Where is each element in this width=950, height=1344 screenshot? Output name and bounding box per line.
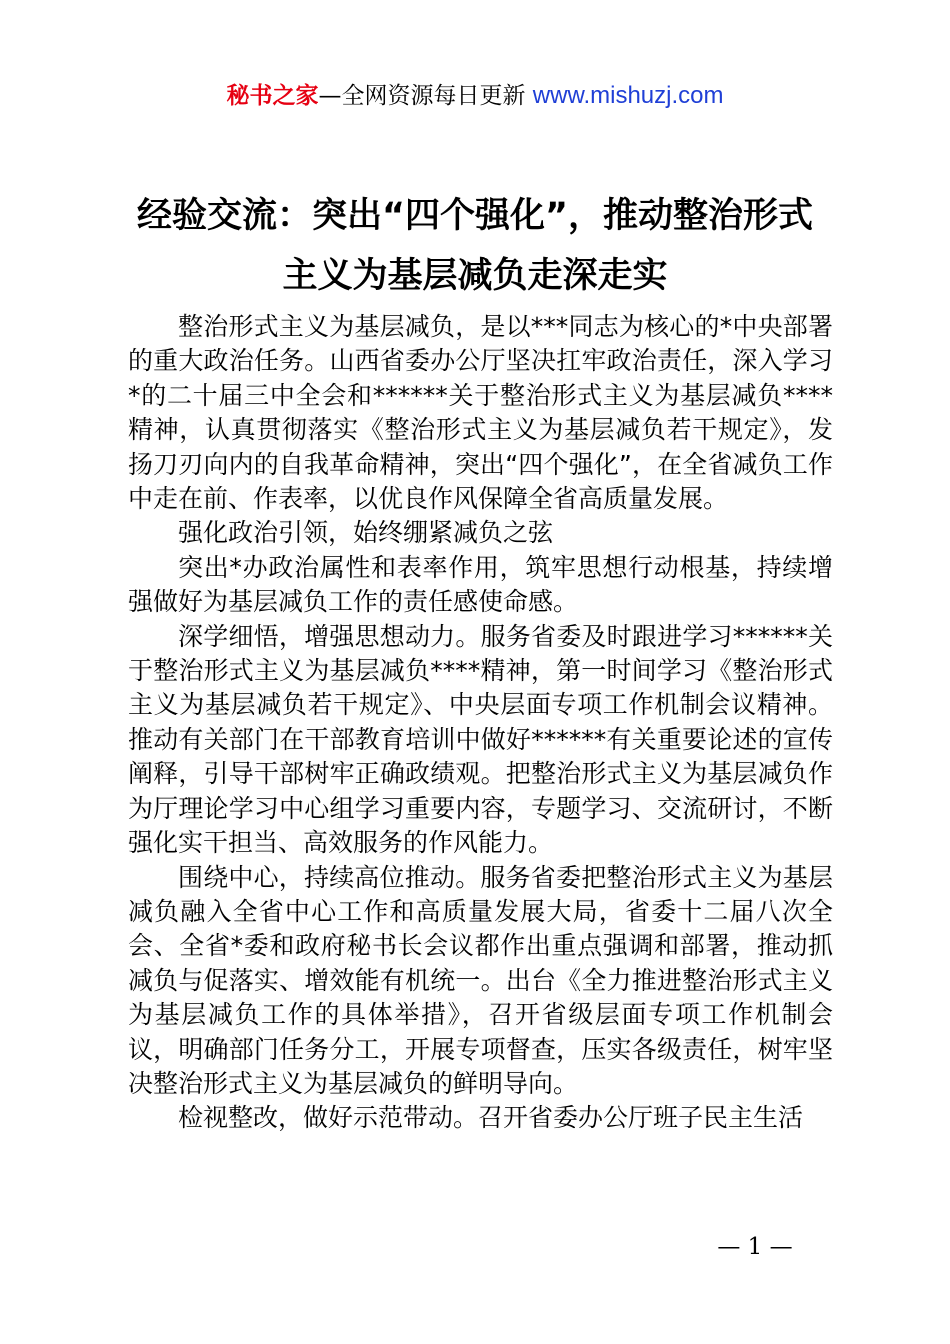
paragraph: 突出*办政治属性和表率作用，筑牢思想行动根基，持续增强做好为基层减负工作的责任感使命感。 (128, 552, 833, 617)
document-title: 经验交流：突出“四个强化”，推动整治形式主义为基层减负走深走实 (136, 196, 813, 296)
page-number: — 1 — (717, 1234, 793, 1260)
document-body (128, 310, 833, 1136)
paragraph-intro: 整治形式主义为基层减负，是以***同志为核心的*中央部署的重大政治任务。山西省委办公厅坚决扛牢政治责任，深入学习*的二十届三中全会和******关于整治形式主义为基层减负****精神，认真贯彻落实《整治形式主义为基层减负若干规定》，发扬刀刃向内的自我革命精神，突出“四个强化”，在全省减负工作中走在前、作表率，以优良作风保障全省高质量发展。 (128, 312, 833, 514)
paragraph: 围绕中心，持续高位推动。服务省委把整治形式主义为基层减负融入全省中心工作和高质量发展大局，省委十二届八次全会、全省*委和政府秘书长会议都作出重点强调和部署，推动抓减负与促落实、增效能有机统一。出台《全力推进整治形式主义为基层减负工作的具体举措》，召开省级层面专项工作机制会议，明确部门任务分工，开展专项督查，压实各级责任，树牢坚决整治形式主义为基层减负的鲜明导向。 (128, 862, 833, 1098)
section-heading: 强化政治引领，始终绷紧减负之弦 (178, 518, 554, 548)
site-header (0, 80, 950, 112)
header-tagline: —全网资源每日更新 (318, 83, 533, 109)
site-url[interactable]: www.mishuzj.com (532, 82, 724, 109)
paragraph: 深学细悟，增强思想动力。服务省委及时跟进学习******关于整治形式主义为基层减负****精神，第一时间学习《整治形式主义为基层减负若干规定》、中央层面专项工作机制会议精神。推动有关部门在干部教育培训中做好******有关重要论述的宣传阐释，引导干部树牢正确政绩观。把整治形式主义为基层减负作为厅理论学习中心组学习重要内容，专题学习、交流研讨，不断强化实干担当、高效服务的作风能力。 (128, 621, 833, 858)
brand-name: 秘书之家 (226, 83, 319, 109)
paragraph: 检视整改，做好示范带动。召开省委办公厅班子民主生活 (178, 1103, 804, 1133)
